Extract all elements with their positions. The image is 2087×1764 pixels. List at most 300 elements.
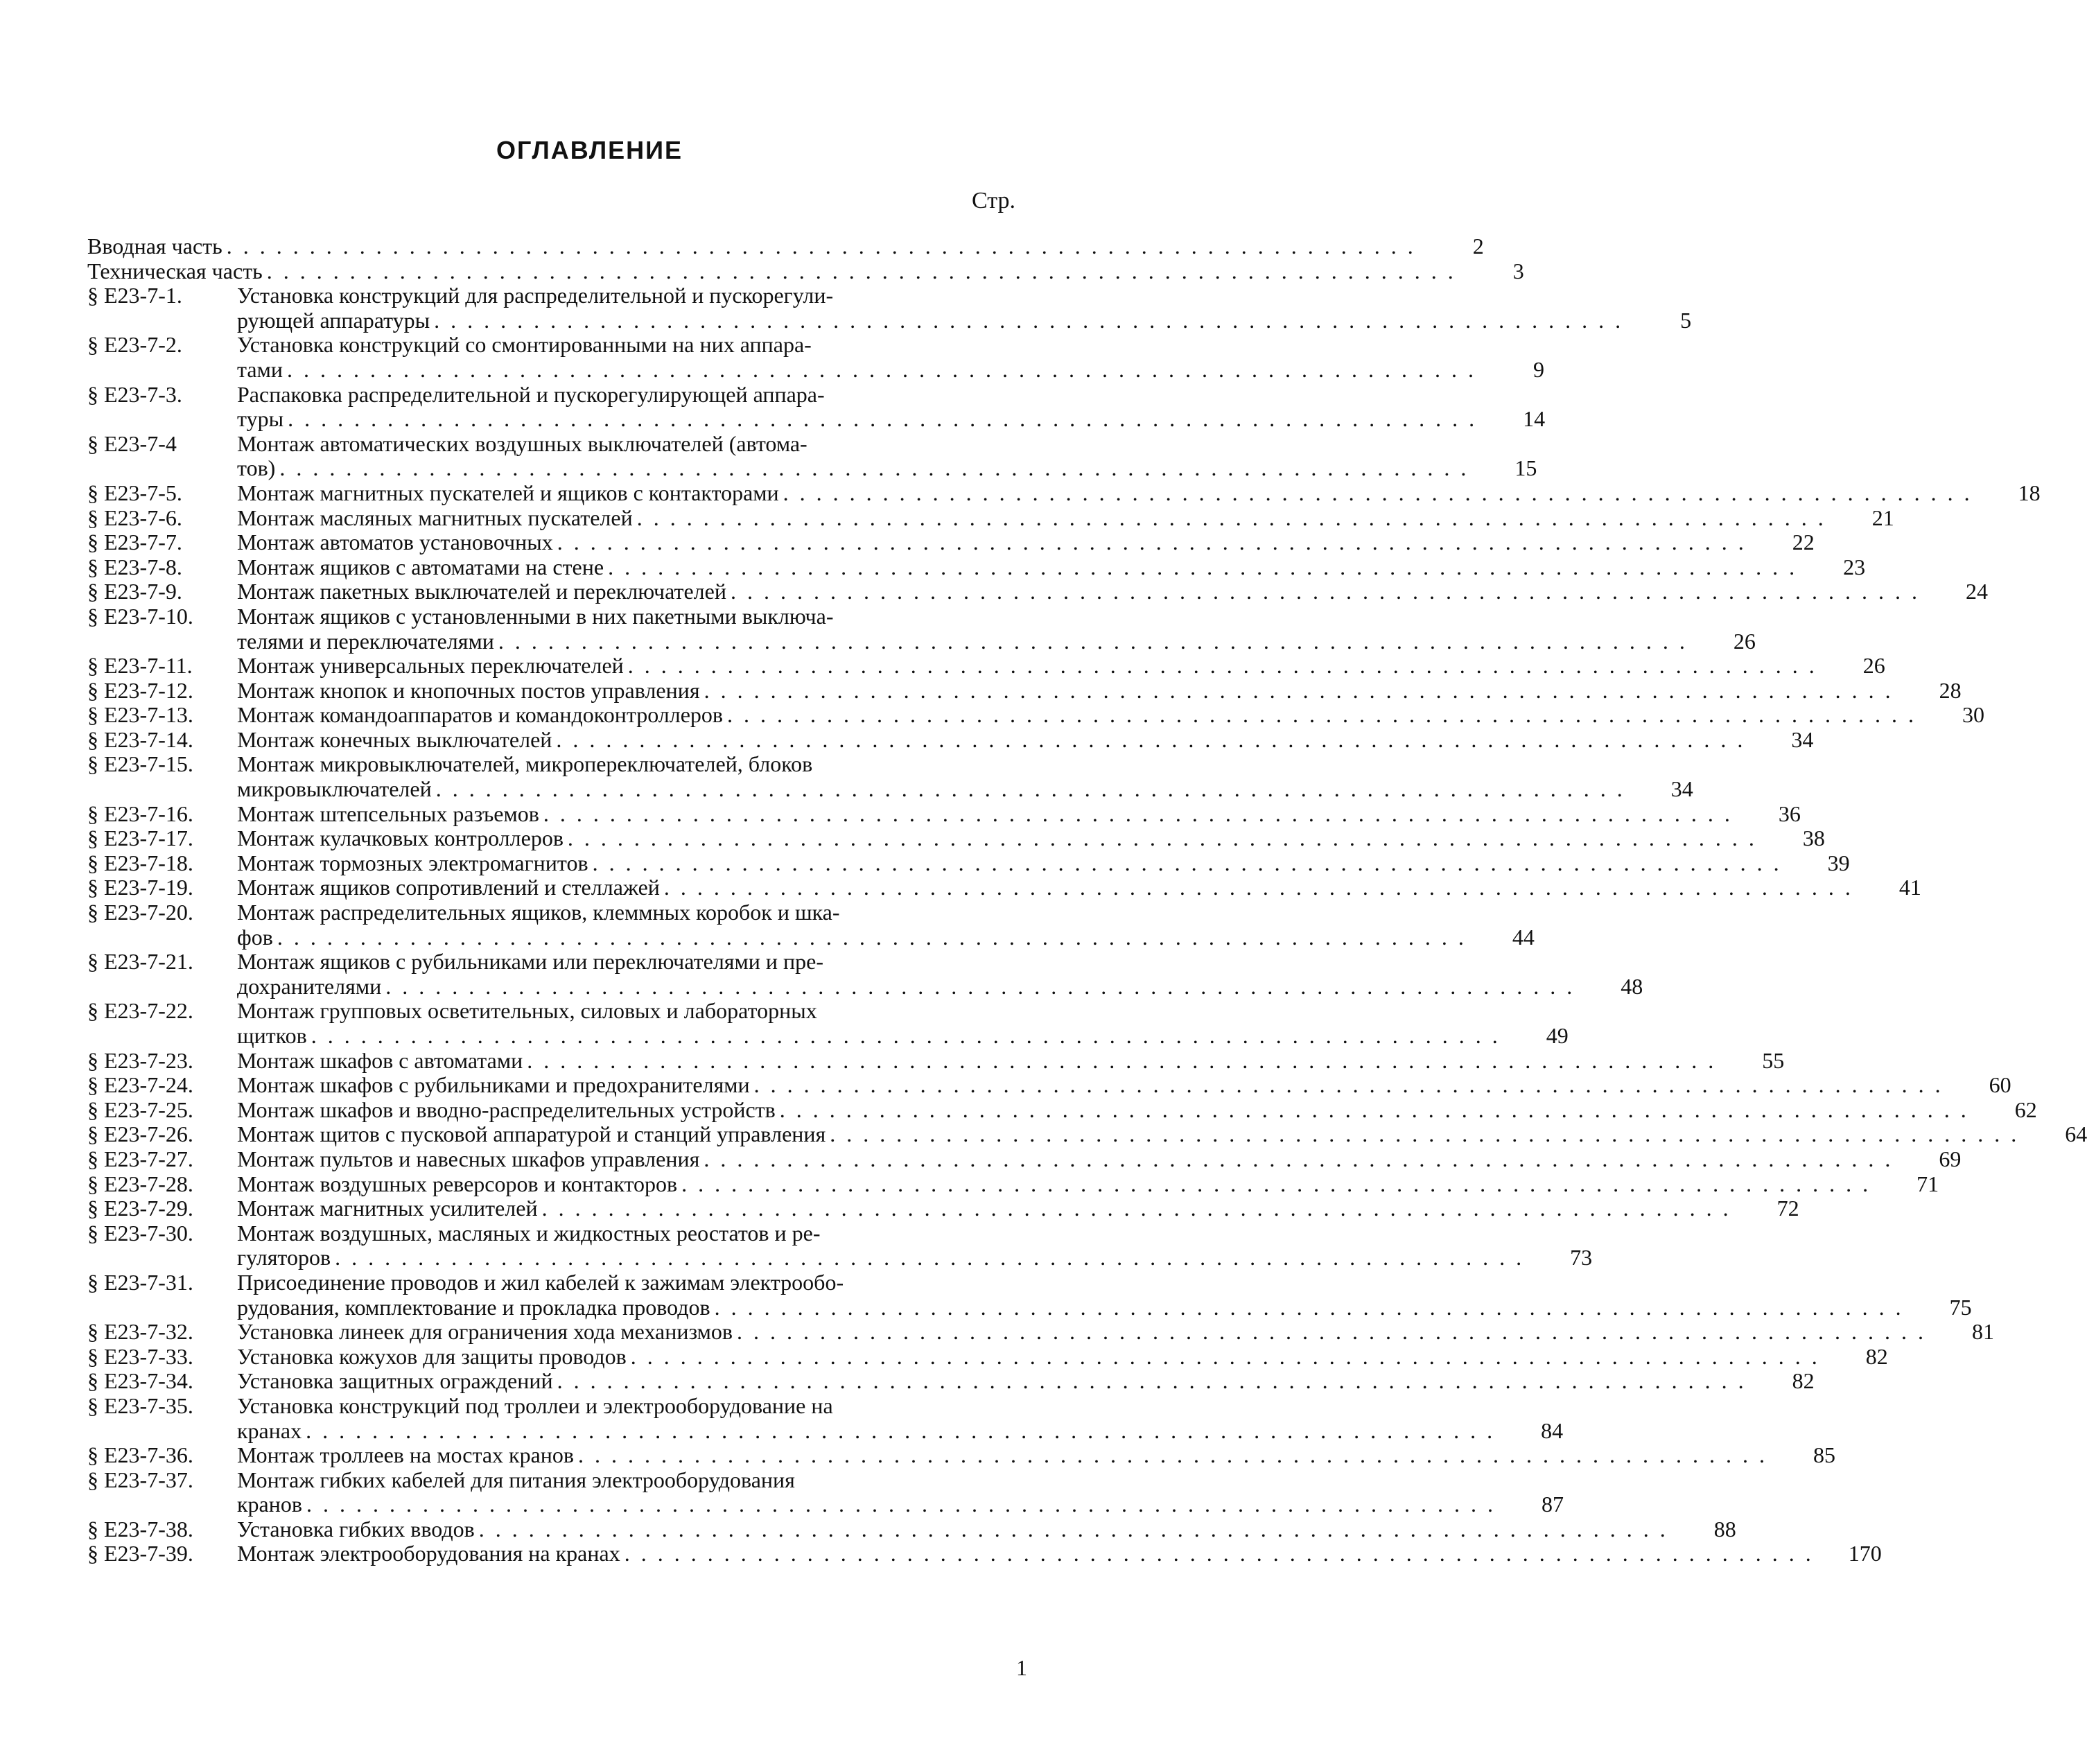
entry-title-text: Монтаж ящиков с рубильниками или переключателями и пре- — [237, 949, 823, 975]
entry-title — [237, 1147, 1961, 1172]
page-ref: 30 — [1962, 702, 1985, 728]
entry-title-text: Установка конструкций для распределительной и пускорегули- — [237, 283, 834, 308]
entry-title-line — [87, 259, 1524, 284]
section-number: § Е23-7-25. — [87, 1097, 193, 1122]
section-number: § Е23-7-33. — [87, 1343, 193, 1369]
entry-title — [87, 259, 1524, 284]
entry-title-text: кранов — [237, 1492, 302, 1517]
page-ref: 75 — [1949, 1294, 1972, 1320]
toc-entry — [87, 1541, 1882, 1566]
page-ref: 28 — [1939, 677, 1962, 703]
entry-title-text: телями и переключателями — [237, 628, 494, 654]
section-number: § Е23-7-12. — [87, 677, 193, 703]
page-ref: 71 — [1916, 1171, 1939, 1196]
entry-title — [237, 1172, 1939, 1197]
toc-entry — [87, 332, 1544, 382]
section-number: § Е23-7-4 — [87, 430, 177, 456]
page-ref: 48 — [1621, 973, 1643, 999]
entry-title-line — [237, 358, 1544, 383]
toc-entry — [87, 1343, 1888, 1370]
toc-entry — [87, 850, 1850, 876]
entry-title-line — [237, 1122, 2087, 1147]
page-ref: 62 — [2014, 1097, 2037, 1122]
toc-entry — [87, 1442, 1836, 1468]
entry-title-text: дохранителями — [237, 973, 382, 999]
page-ref: 64 — [2065, 1121, 2087, 1147]
toc-entry — [87, 1319, 1995, 1345]
dot-leader — [633, 506, 1826, 531]
toc-entry — [87, 1196, 1799, 1221]
entry-title-line — [237, 703, 1984, 728]
entry-title-line — [237, 333, 1544, 358]
page-ref: 41 — [1898, 875, 1921, 900]
entry-title-line — [237, 679, 1962, 704]
entry-title-text: Монтаж автоматов установочных — [237, 530, 553, 555]
toc-entry — [87, 1392, 1564, 1443]
page-ref: 23 — [1843, 554, 1866, 579]
toc-entry — [87, 949, 1643, 999]
entry-title — [237, 1320, 1994, 1345]
entry-title-line — [237, 752, 1693, 777]
toc-entry — [87, 653, 1885, 679]
entry-title-text: кранах — [237, 1417, 302, 1443]
toc-entry — [87, 1516, 1736, 1542]
entry-title-line — [237, 900, 1535, 925]
dot-leader — [604, 555, 1797, 580]
entry-title-line — [237, 481, 2041, 506]
section-number: § Е23-7-22. — [87, 998, 193, 1024]
dot-leader — [776, 1098, 1969, 1123]
section-number: § Е23-7-5. — [87, 480, 182, 505]
section-number: § Е23-7-21. — [87, 949, 193, 975]
dot-leader — [275, 456, 1469, 481]
section-number: § Е23-7-16. — [87, 801, 193, 826]
page-ref: 22 — [1792, 530, 1815, 555]
entry-title-line — [237, 1419, 1563, 1444]
dot-leader — [283, 358, 1476, 383]
entry-title-text: Присоединение проводов и жил кабелей к зажимам электрообо- — [237, 1269, 844, 1295]
dot-leader — [627, 1345, 1820, 1370]
entry-title — [237, 1517, 1736, 1542]
toc-entry — [87, 1047, 1785, 1074]
section-number: § Е23-7-6. — [87, 505, 182, 530]
page-ref: 49 — [1546, 1023, 1569, 1048]
dot-leader — [588, 851, 1782, 876]
entry-title-text: Монтаж групповых осветительных, силовых и лабораторных — [237, 998, 817, 1024]
page-ref: 60 — [1989, 1072, 2011, 1098]
entry-title-text: Вводная часть — [87, 234, 222, 259]
section-number: § Е23-7-8. — [87, 554, 182, 579]
entry-title-line — [237, 456, 1537, 481]
entry-title — [237, 654, 1885, 679]
toc-entry — [87, 875, 1921, 900]
page-ref: 15 — [1514, 455, 1537, 481]
page-ref: 88 — [1713, 1516, 1736, 1542]
toc-entry — [87, 998, 1569, 1048]
entry-title-text: фов — [237, 924, 273, 950]
entry-title-text: Монтаж масляных магнитных пускателей — [237, 505, 633, 530]
entry-title-text: Монтаж щитов с пусковой аппаратурой и станций управления — [237, 1121, 826, 1147]
page-ref: 24 — [1965, 579, 1988, 604]
entry-title — [237, 283, 1691, 333]
section-number: § Е23-7-36. — [87, 1442, 193, 1468]
entry-title-line — [237, 875, 1921, 900]
page-ref: 2 — [1472, 234, 1484, 259]
page-ref: 26 — [1733, 628, 1756, 654]
entry-title — [237, 999, 1569, 1048]
section-number: § Е23-7-15. — [87, 751, 193, 777]
entry-title — [87, 234, 1484, 259]
entry-title-line — [237, 777, 1693, 802]
entry-title-line — [237, 851, 1850, 876]
toc-entry — [87, 234, 1484, 259]
entry-title — [237, 1098, 2037, 1123]
entry-title-text: Монтаж ящиков с установленными в них пакетными выключа- — [237, 603, 834, 629]
entry-title-line — [237, 407, 1545, 432]
page-ref: 81 — [1972, 1319, 1995, 1345]
entry-title-text: Монтаж ящиков с автоматами на стене — [237, 554, 604, 579]
entry-title — [237, 604, 1756, 654]
entry-title — [237, 752, 1693, 801]
toc-entry — [87, 1072, 2011, 1098]
dot-leader — [302, 1419, 1495, 1444]
entry-title-text: туры — [237, 406, 284, 432]
section-number: § Е23-7-39. — [87, 1541, 193, 1566]
entry-title-line — [237, 1492, 1564, 1517]
entry-title — [237, 481, 2041, 506]
dot-leader — [552, 728, 1745, 753]
entry-title-text: Установка гибких вводов — [237, 1516, 475, 1542]
entry-title — [237, 555, 1865, 580]
toc-entry — [87, 1220, 1593, 1270]
dot-leader — [574, 1443, 1767, 1468]
entry-title-text: Техническая часть — [87, 258, 263, 283]
page-ref: 72 — [1776, 1196, 1799, 1221]
entry-title-text: рудования, комплектование и прокладка проводов — [237, 1294, 710, 1320]
page-ref: 26 — [1862, 653, 1885, 679]
section-number: § Е23-7-20. — [87, 900, 193, 925]
entry-title-text: Монтаж магнитных усилителей — [237, 1196, 538, 1221]
entry-title-line — [237, 1221, 1592, 1246]
page-ref: 82 — [1792, 1368, 1815, 1394]
dot-leader — [726, 579, 1920, 604]
entry-title-text: Монтаж воздушных, масляных и жидкостных реостатов и ре- — [237, 1220, 821, 1246]
entry-title-text: тов) — [237, 455, 276, 481]
entry-title-text: Монтаж микровыключателей, микропереключателей, блоков — [237, 751, 813, 777]
entry-title — [237, 900, 1535, 950]
section-number: § Е23-7-18. — [87, 850, 193, 875]
toc-entry — [87, 283, 1692, 333]
page-ref: 39 — [1827, 850, 1850, 875]
entry-title-text: Монтаж универсальных переключателей — [237, 653, 624, 679]
entry-title-text: Монтаж кулачковых контроллеров — [237, 826, 564, 851]
dot-leader — [710, 1295, 1904, 1320]
page-ref: 9 — [1532, 356, 1544, 382]
entry-title — [237, 432, 1537, 481]
dot-leader — [624, 654, 1817, 679]
section-number: § Е23-7-7. — [87, 530, 182, 555]
dot-leader — [733, 1320, 1926, 1345]
entry-title-line — [237, 826, 1825, 851]
toc-entry — [87, 505, 1894, 531]
section-number: § Е23-7-17. — [87, 826, 193, 851]
entry-title — [237, 1049, 1784, 1074]
entry-title-text: Установка конструкций под троллеи и электрооборудование на — [237, 1392, 833, 1418]
dot-leader — [263, 259, 1456, 284]
toc-entry — [87, 751, 1693, 802]
entry-title-line — [237, 925, 1535, 950]
page-ref: 55 — [1762, 1047, 1785, 1073]
toc-entry — [87, 702, 1985, 728]
page-title: ОГЛАВЛЕНИЕ — [496, 136, 683, 164]
entry-title — [237, 1345, 1888, 1370]
entry-title-line — [237, 1270, 1972, 1295]
dot-leader — [430, 308, 1623, 333]
dot-leader — [750, 1073, 1944, 1098]
section-number: § Е23-7-24. — [87, 1072, 193, 1098]
dot-leader — [826, 1122, 2019, 1147]
entry-title-line — [237, 432, 1537, 457]
entry-title-line — [237, 950, 1643, 975]
entry-title-line — [237, 506, 1894, 531]
entry-title-line — [237, 728, 1813, 753]
page-ref: 84 — [1541, 1417, 1564, 1443]
entry-title — [237, 728, 1813, 753]
section-number: § Е23-7-11. — [87, 653, 193, 679]
entry-title-text: Монтаж тормозных электромагнитов — [237, 850, 588, 875]
toc-entry — [87, 480, 2041, 506]
page-ref: 170 — [1848, 1541, 1882, 1566]
entry-title-text: тами — [237, 356, 283, 382]
toc-entry — [87, 826, 1825, 851]
entry-title-line — [237, 1542, 1882, 1566]
entry-title-text: Монтаж автоматических воздушных выключателей (автома- — [237, 430, 807, 456]
entry-title-line — [237, 1443, 1835, 1468]
entry-title-line — [237, 308, 1691, 333]
entry-title-line — [237, 1024, 1569, 1049]
section-number: § Е23-7-35. — [87, 1392, 193, 1418]
entry-title-text: Монтаж электрооборудования на кранах — [237, 1541, 620, 1566]
table-of-contents — [87, 234, 2087, 1566]
entry-title-line — [237, 530, 1815, 555]
entry-title-text: Установка защитных ограждений — [237, 1368, 553, 1394]
entry-title-text: Монтаж магнитных пускателей и ящиков с контакторами — [237, 480, 779, 505]
entry-title-line — [237, 604, 1756, 629]
page-ref: 69 — [1939, 1146, 1962, 1171]
section-number: § Е23-7-1. — [87, 283, 182, 308]
entry-title — [237, 1369, 1815, 1394]
toc-entry — [87, 900, 1535, 950]
entry-title-line — [237, 1098, 2037, 1123]
entry-title-text: Монтаж распределительных ящиков, клеммных коробок и шка- — [237, 900, 840, 925]
entry-title — [237, 802, 1801, 827]
dot-leader — [553, 1369, 1747, 1394]
page-ref: 18 — [2018, 480, 2041, 505]
entry-title-line — [237, 1147, 1961, 1172]
section-number: § Е23-7-10. — [87, 603, 193, 629]
entry-title-line — [237, 555, 1865, 580]
section-number: § Е23-7-31. — [87, 1269, 193, 1295]
page-ref: 5 — [1680, 307, 1692, 333]
dot-leader — [302, 1492, 1496, 1517]
entry-title — [237, 1468, 1564, 1517]
entry-title-line — [237, 1394, 1563, 1419]
dot-leader — [553, 530, 1747, 555]
entry-title-text: Монтаж пультов и навесных шкафов управления — [237, 1146, 700, 1171]
page-ref: 73 — [1570, 1245, 1593, 1270]
entry-title-text: Установка кожухов для защиты проводов — [237, 1343, 627, 1369]
toc-entry — [87, 258, 1524, 284]
entry-title-text: Монтаж пакетных выключателей и переключателей — [237, 579, 726, 604]
page-ref: 87 — [1541, 1492, 1564, 1517]
section-number: § Е23-7-13. — [87, 702, 193, 728]
toc-entry — [87, 1121, 2087, 1147]
entry-title-text: Распаковка распределительной и пускорегулирующей аппара- — [237, 381, 825, 407]
entry-title-text: Монтаж кнопок и кнопочных постов управления — [237, 677, 700, 703]
entry-title-line — [237, 1345, 1888, 1370]
dot-leader — [523, 1049, 1716, 1074]
toc-entry — [87, 430, 1537, 481]
page-ref: 38 — [1802, 826, 1825, 851]
dot-leader — [660, 875, 1853, 900]
toc-entry — [87, 801, 1801, 827]
page-number: 1 — [1016, 1655, 1027, 1680]
entry-title-line — [237, 1369, 1815, 1394]
section-number: § Е23-7-30. — [87, 1220, 193, 1246]
entry-title-line — [237, 629, 1756, 654]
page-ref: 44 — [1512, 924, 1535, 950]
dot-leader — [539, 802, 1733, 827]
entry-title-text: Монтаж конечных выключателей — [237, 726, 552, 752]
entry-title — [237, 1443, 1835, 1468]
entry-title-line — [237, 1468, 1564, 1493]
entry-title-line — [237, 579, 1988, 604]
entry-title-line — [237, 654, 1885, 679]
page-ref: 21 — [1871, 505, 1894, 530]
page-ref: 34 — [1791, 726, 1814, 752]
entry-title-text: Монтаж шкафов с автоматами — [237, 1047, 523, 1073]
page-ref: 34 — [1670, 776, 1693, 802]
section-number: § Е23-7-28. — [87, 1171, 193, 1196]
entry-title-line — [237, 283, 1691, 308]
section-number: § Е23-7-32. — [87, 1319, 193, 1345]
toc-entry — [87, 1269, 1972, 1320]
entry-title-text: Монтаж гибких кабелей для питания электрооборудования — [237, 1467, 795, 1492]
toc-entry — [87, 530, 1815, 555]
entry-title-line — [237, 1295, 1972, 1320]
entry-title — [237, 1542, 1882, 1566]
entry-title — [237, 1270, 1972, 1320]
page-column-label: Стр. — [971, 188, 1015, 213]
section-number: § Е23-7-9. — [87, 579, 182, 604]
entry-title-line — [237, 999, 1569, 1024]
dot-leader — [620, 1542, 1814, 1566]
entry-title — [237, 1196, 1799, 1221]
dot-leader — [564, 826, 1757, 851]
entry-title — [237, 679, 1962, 704]
page-ref: 85 — [1813, 1442, 1836, 1468]
entry-title — [237, 950, 1643, 999]
toc-entry — [87, 579, 1988, 604]
entry-title-line — [237, 1073, 2011, 1098]
section-number: § Е23-7-34. — [87, 1368, 193, 1394]
entry-title — [237, 851, 1850, 876]
entry-title — [237, 1221, 1592, 1270]
dot-leader — [677, 1172, 1871, 1197]
section-number: § Е23-7-2. — [87, 332, 182, 358]
toc-entry — [87, 1368, 1815, 1394]
entry-title-text: микровыключателей — [237, 776, 432, 802]
entry-title-text: Монтаж штепсельных разъемов — [237, 801, 539, 826]
entry-title-text: Монтаж воздушных реверсоров и контакторов — [237, 1171, 678, 1196]
entry-title-text: гуляторов — [237, 1245, 331, 1270]
entry-title-text: рующей аппаратуры — [237, 307, 430, 333]
toc-entry — [87, 726, 1814, 753]
entry-title-text: щитков — [237, 1023, 307, 1048]
section-number: § Е23-7-3. — [87, 381, 182, 407]
entry-title-line — [237, 1246, 1592, 1270]
entry-title-text: Монтаж ящиков сопротивлений и стеллажей — [237, 875, 660, 900]
dot-leader — [273, 925, 1467, 950]
toc-entry — [87, 1097, 2037, 1123]
entry-title-line — [237, 802, 1801, 827]
page-ref: 14 — [1523, 406, 1546, 432]
dot-leader — [283, 407, 1477, 432]
section-number: § Е23-7-26. — [87, 1121, 193, 1147]
entry-title-text: Установка линеек для ограничения хода механизмов — [237, 1319, 733, 1345]
entry-title-text: Монтаж командоаппаратов и командоконтроллеров — [237, 702, 724, 728]
toc-entry — [87, 1171, 1939, 1197]
section-number: § Е23-7-14. — [87, 726, 193, 752]
toc-entry — [87, 554, 1866, 580]
entry-title-line — [87, 234, 1484, 259]
section-number: § Е23-7-38. — [87, 1516, 193, 1542]
entry-title — [237, 1073, 2011, 1098]
entry-title — [237, 1122, 2087, 1147]
page-ref: 36 — [1778, 801, 1801, 826]
toc-entry — [87, 677, 1962, 704]
entry-title-line — [237, 383, 1545, 408]
entry-title — [237, 703, 1984, 728]
entry-title-line — [237, 1196, 1799, 1221]
dot-leader — [494, 629, 1688, 654]
entry-title — [237, 383, 1545, 432]
dot-leader — [723, 703, 1916, 728]
entry-title-line — [237, 1172, 1939, 1197]
dot-leader — [475, 1517, 1668, 1542]
section-number: § Е23-7-27. — [87, 1146, 193, 1171]
entry-title-line — [237, 1049, 1784, 1074]
dot-leader — [307, 1024, 1501, 1049]
section-number: § Е23-7-37. — [87, 1467, 193, 1492]
entry-title — [237, 826, 1825, 851]
entry-title — [237, 530, 1815, 555]
entry-title — [237, 506, 1894, 531]
dot-leader — [432, 777, 1625, 802]
dot-leader — [699, 1147, 1893, 1172]
dot-leader — [538, 1196, 1731, 1221]
entry-title — [237, 333, 1544, 382]
entry-title-line — [237, 1320, 1994, 1345]
dot-leader — [779, 481, 1973, 506]
section-number: § Е23-7-23. — [87, 1047, 193, 1073]
entry-title-text: Монтаж троллеев на мостах кранов — [237, 1442, 575, 1468]
toc-entry — [87, 381, 1546, 432]
toc-entry — [87, 1146, 1962, 1172]
dot-leader — [381, 975, 1575, 999]
entry-title-line — [237, 1517, 1736, 1542]
toc-entry — [87, 1467, 1564, 1517]
